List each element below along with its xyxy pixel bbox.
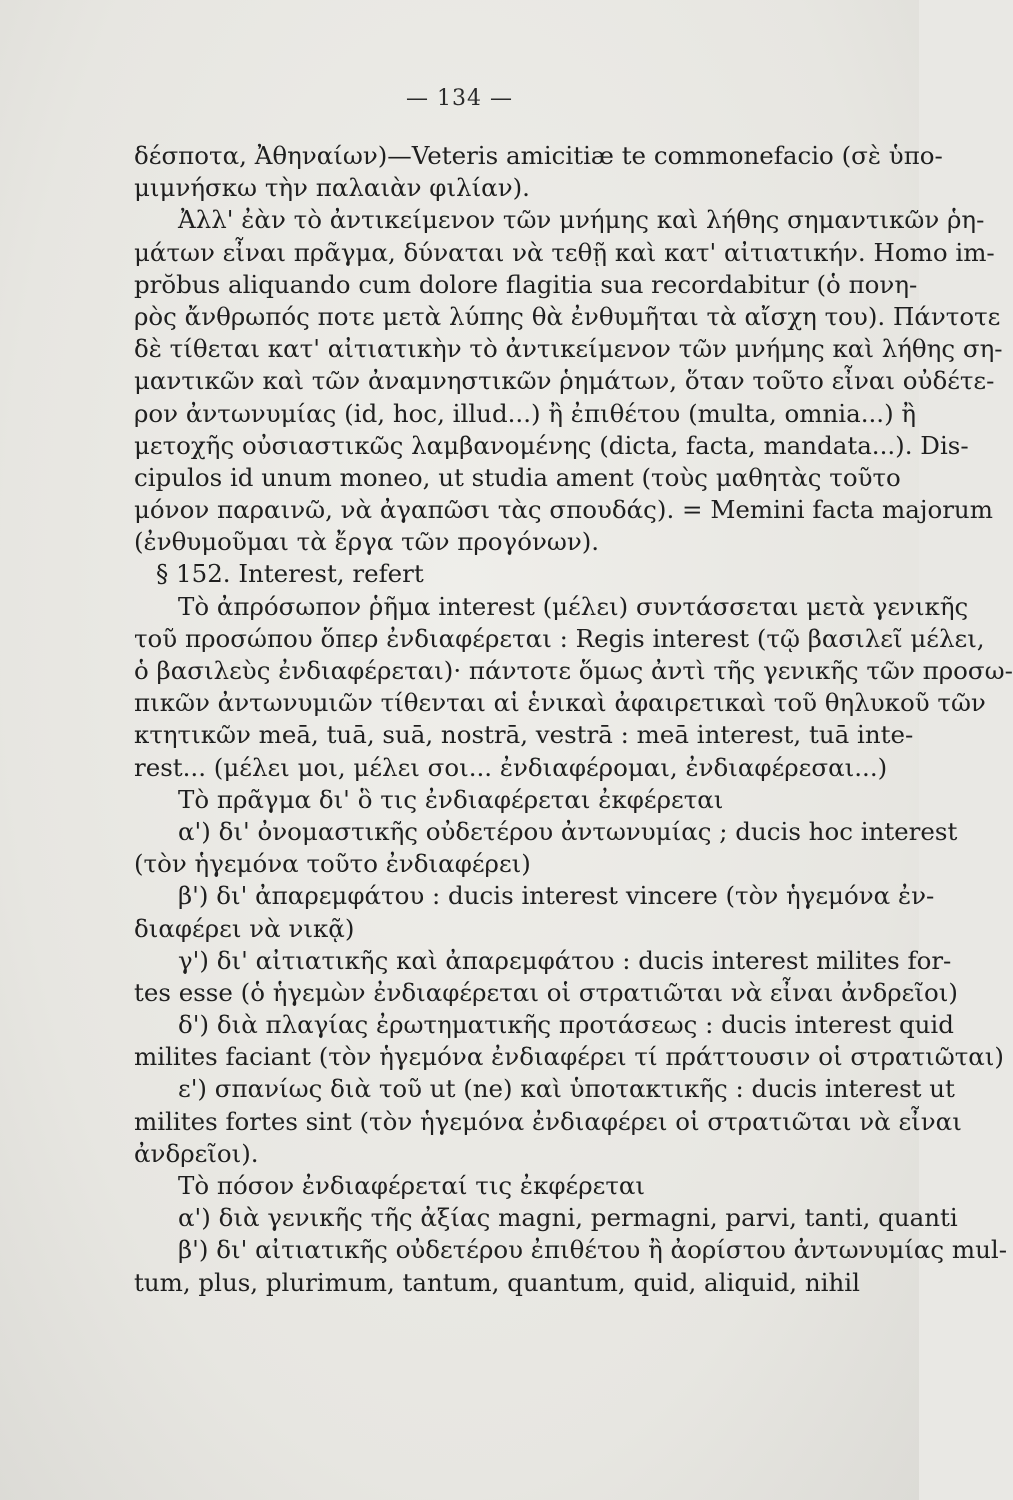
text-line: δὲ τίθεται κατ' αἰτιατικὴν τὸ ἀντικείμενον τῶν μνήμης καὶ λήθης ση- <box>134 334 1003 364</box>
text-line: ὁ βασιλεὺς ἐνδιαφέρεται)· πάντοτε ὅμως ἀντὶ τῆς γενικῆς τῶν προσω- <box>134 656 1013 685</box>
text-line: πικῶν ἀντωνυμιῶν τίθενται αἱ ἑνικαὶ ἀφαιρετικαὶ τοῦ θηλυκοῦ τῶν <box>134 688 986 718</box>
section-heading: § 152. Interest, refert <box>156 559 424 589</box>
text-line: μάτων εἶναι πρᾶγμα, δύναται νὰ τεθῇ καὶ κατ' αἰτιατικήν. Homo im- <box>134 237 995 267</box>
text-line: Ἀλλ' ἐὰν τὸ ἀντικείμενον τῶν μνήμης καὶ λήθης σημαντικῶν ῥη- <box>178 205 985 235</box>
text-line: ρον ἀντωνυμίας (id, hoc, illud...) ἢ ἐπιθέτου (multa, omnia...) ἢ <box>134 398 917 428</box>
text-line: μετοχῆς οὐσιαστικῶς λαμβανομένης (dicta, facta, mandata...). Dis- <box>134 430 969 460</box>
text-line: μόνον παραινῶ, νὰ ἀγαπῶσι τὰς σπουδάς). = Memini facta majorum <box>134 495 993 525</box>
text-line: (τὸν ἡγεμόνα τοῦτο ἐνδιαφέρει) <box>134 849 531 879</box>
text-line: Τὸ πρᾶγμα δι' ὃ τις ἐνδιαφέρεται ἐκφέρεται <box>178 784 724 814</box>
text-line: μαντικῶν καὶ τῶν ἀναμνηστικῶν ῥημάτων, ὅταν τοῦτο εἶναι οὐδέτε- <box>134 366 995 396</box>
text-line: ἀνδρεῖοι). <box>134 1138 259 1168</box>
text-line: milites fortes sint (τὸν ἡγεμόνα ἐνδιαφέρει οἱ στρατιῶται νὰ εἶναι <box>134 1106 962 1136</box>
text-line: β') δι' ἀπαρεμφάτου : ducis interest vincere (τὸν ἡγεμόνα ἐν- <box>178 881 935 911</box>
text-line: ρὸς ἄνθρωπός ποτε μετὰ λύπης θὰ ἐνθυμῆται τὰ αἴσχη του). Πάντοτε <box>134 301 1001 331</box>
text-line: (ἐνθυμοῦμαι τὰ ἔργα τῶν προγόνων). <box>134 527 600 557</box>
body-text <box>134 140 1013 1299</box>
text-line: δ') διὰ πλαγίας ἐρωτηματικῆς προτάσεως : ducis interest quid <box>178 1010 954 1040</box>
text-line: Τὸ πόσον ἐνδιαφέρεταί τις ἐκφέρεται <box>178 1171 646 1200</box>
text-line: κτητικῶν meā, tuā, suā, nostrā, vestrā : meā interest, tuā inte- <box>134 720 914 750</box>
text-line: α') διὰ γενικῆς τῆς ἀξίας magni, permagni, parvi, tanti, quanti <box>178 1203 958 1233</box>
text-line: α') δι' ὀνομαστικῆς οὐδετέρου ἀντωνυμίας ; ducis hoc interest <box>178 816 958 846</box>
text-line: ε') σπανίως διὰ τοῦ ut (ne) καὶ ὑποτακτικῆς : ducis interest ut <box>178 1074 955 1104</box>
text-line: prŏbus aliquando cum dolore flagitia sua recordabitur (ὁ πονη- <box>134 269 918 299</box>
text-line: cipulos id unum moneo, ut studia ament (τοὺς μαθητὰς τοῦτο <box>134 462 901 492</box>
page-number: — 134 — <box>406 86 513 111</box>
text-line: τοῦ προσώπου ὅπερ ἐνδιαφέρεται : Regis interest (τῷ βασιλεῖ μέλει, <box>134 623 985 653</box>
text-line: β') δι' αἰτιατικῆς οὐδετέρου ἐπιθέτου ἢ ἀορίστου ἀντωνυμίας mul- <box>178 1235 1008 1265</box>
text-line: διαφέρει νὰ νικᾷ) <box>134 913 355 943</box>
text-line: γ') δι' αἰτιατικῆς καὶ ἀπαρεμφάτου : ducis interest milites for- <box>178 945 952 975</box>
text-line: tes esse (ὁ ἡγεμὼν ἐνδιαφέρεται οἱ στρατιῶται νὰ εἶναι ἀνδρεῖοι) <box>134 977 958 1007</box>
text-line: tum, plus, plurimum, tantum, quantum, quid, aliquid, nihil <box>134 1267 860 1297</box>
text-line: μιμνήσκω τὴν παλαιὰν φιλίαν). <box>134 173 530 203</box>
text-line: rest... (μέλει μοι, μέλει σοι... ἐνδιαφέρομαι, ἐνδιαφέρεσαι...) <box>134 752 888 782</box>
text-line: milites faciant (τὸν ἡγεμόνα ἐνδιαφέρει τί πράττουσιν οἱ στρατιῶται) <box>134 1042 1004 1072</box>
text-line: δέσποτα, Ἀθηναίων)—Veteris amicitiæ te commonefacio (σὲ ὑπο- <box>134 141 943 170</box>
text-line: Τὸ ἀπρόσωπον ῥῆμα interest (μέλει) συντάσσεται μετὰ γενικῆς <box>178 591 969 621</box>
